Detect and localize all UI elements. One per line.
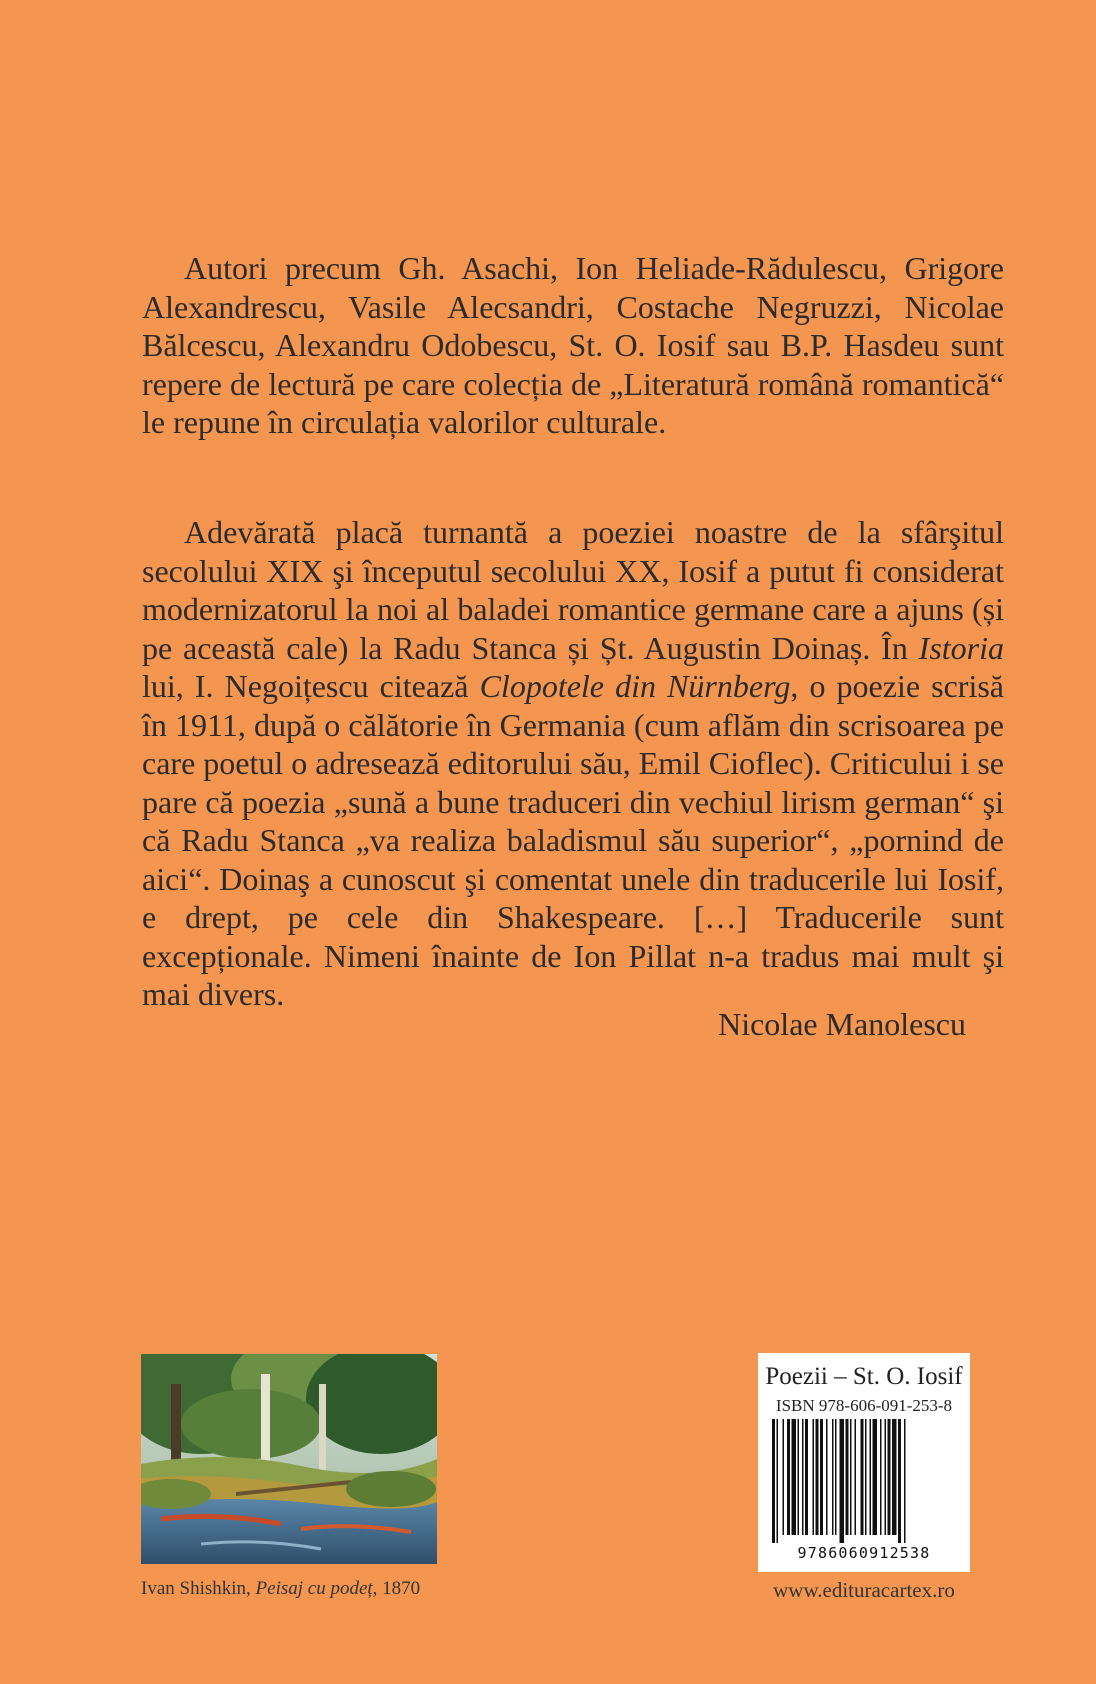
barcode-bar: [798, 1419, 800, 1535]
barcode-bar: [892, 1419, 897, 1535]
barcode-bar: [846, 1419, 849, 1535]
barcode-bar: [813, 1419, 815, 1535]
barcode-bar: [840, 1419, 845, 1543]
quote-text-part1: Adevărată placă turnantă a poeziei noastre de la sfârşitul secolului XIX şi începutul secolului XX, Iosif a putut fi considerat modernizatorul la noi al baladei romantice germane care a ajuns (și pe această cale) la Radu Stanca și Șt. Augustin Doinaș. În: [142, 514, 1004, 666]
barcode-bar: [885, 1419, 887, 1535]
barcode-bar: [820, 1419, 823, 1535]
critic-quote-paragraph: [142, 513, 1004, 1014]
barcode-bar: [787, 1419, 790, 1535]
barcode-bar: [855, 1419, 857, 1535]
barcode-digits: 9786060912538: [797, 1544, 931, 1562]
barcode-bar: [835, 1419, 837, 1535]
barcode-bar: [777, 1419, 779, 1543]
barcode-bar: [832, 1419, 834, 1535]
barcode-bar: [861, 1419, 864, 1535]
barcode-bar: [792, 1419, 797, 1535]
barcode-bar: [850, 1419, 852, 1535]
isbn-barcode-box: [758, 1353, 970, 1572]
barcode-bars: [772, 1419, 956, 1543]
caption-artist: Ivan Shishkin,: [141, 1578, 256, 1599]
barcode-bar: [865, 1419, 867, 1535]
quote-italic-title2: Clopotele din Nürnberg: [479, 668, 791, 704]
quote-text-part3: , o poezie scrisă în 1911, după o călătorie în Germania (cum aflăm din scrisoarea pe care poetul o adresează editorului său, Emil Cioflec). Criticului i se pare că poezia „sună a bune traduceri din vechiul lirism german“ şi că Radu Stanca „va realiza baladismul său superior“, „pornind de aici“. Doinaş a cunoscut şi comentat unele din traducerile lui Iosif, e drept, pe cele din Shakespeare. […] Traducerile sunt excepționale. Nimeni înainte de Ion Pillat n-a tradus mai mult şi mai divers.: [142, 668, 1005, 1012]
barcode-bar: [826, 1419, 828, 1535]
barcode-bar: [802, 1419, 804, 1535]
barcode-isbn-label: ISBN 978-606-091-253-8: [775, 1396, 953, 1415]
publisher-website: www.edituracartex.ro: [773, 1578, 955, 1602]
intro-paragraph-text: Autori precum Gh. Asachi, Ion Heliade-Rădulescu, Grigore Alexandrescu, Vasile Alecsandri, Costache Negruzzi, Nicolae Bălcescu, Alexandru Odobescu, St. O. Iosif sau B.P. Hasdeu sunt repere de lectură pe care colecția de „Literatură română romantică“ le repune în circulația valorilor culturale.: [142, 250, 1004, 440]
caption-year: , 1870: [372, 1578, 421, 1599]
quote-italic-title1: Istoria: [918, 629, 1004, 666]
barcode-bar: [873, 1419, 878, 1535]
barcode-bar: [904, 1419, 906, 1543]
barcode-book-title: Poezii – St. O. Iosif: [765, 1363, 963, 1390]
painting-caption: [141, 1578, 420, 1600]
barcode-bar: [772, 1419, 775, 1543]
quote-text-part2: lui, I. Negoițescu citează: [142, 668, 480, 704]
barcode-bar: [805, 1419, 808, 1535]
cover-painting: [141, 1354, 437, 1564]
barcode-bar: [783, 1419, 785, 1535]
intro-paragraph: [142, 249, 1004, 442]
barcode-bar: [888, 1419, 891, 1535]
caption-painting-title: Peisaj cu podeț: [255, 1578, 373, 1599]
barcode-bar: [870, 1419, 872, 1535]
critic-signature: Nicolae Manolescu: [718, 1006, 966, 1042]
barcode-bar: [816, 1419, 819, 1535]
barcode-bar: [898, 1419, 901, 1543]
barcode-bar: [880, 1419, 882, 1535]
